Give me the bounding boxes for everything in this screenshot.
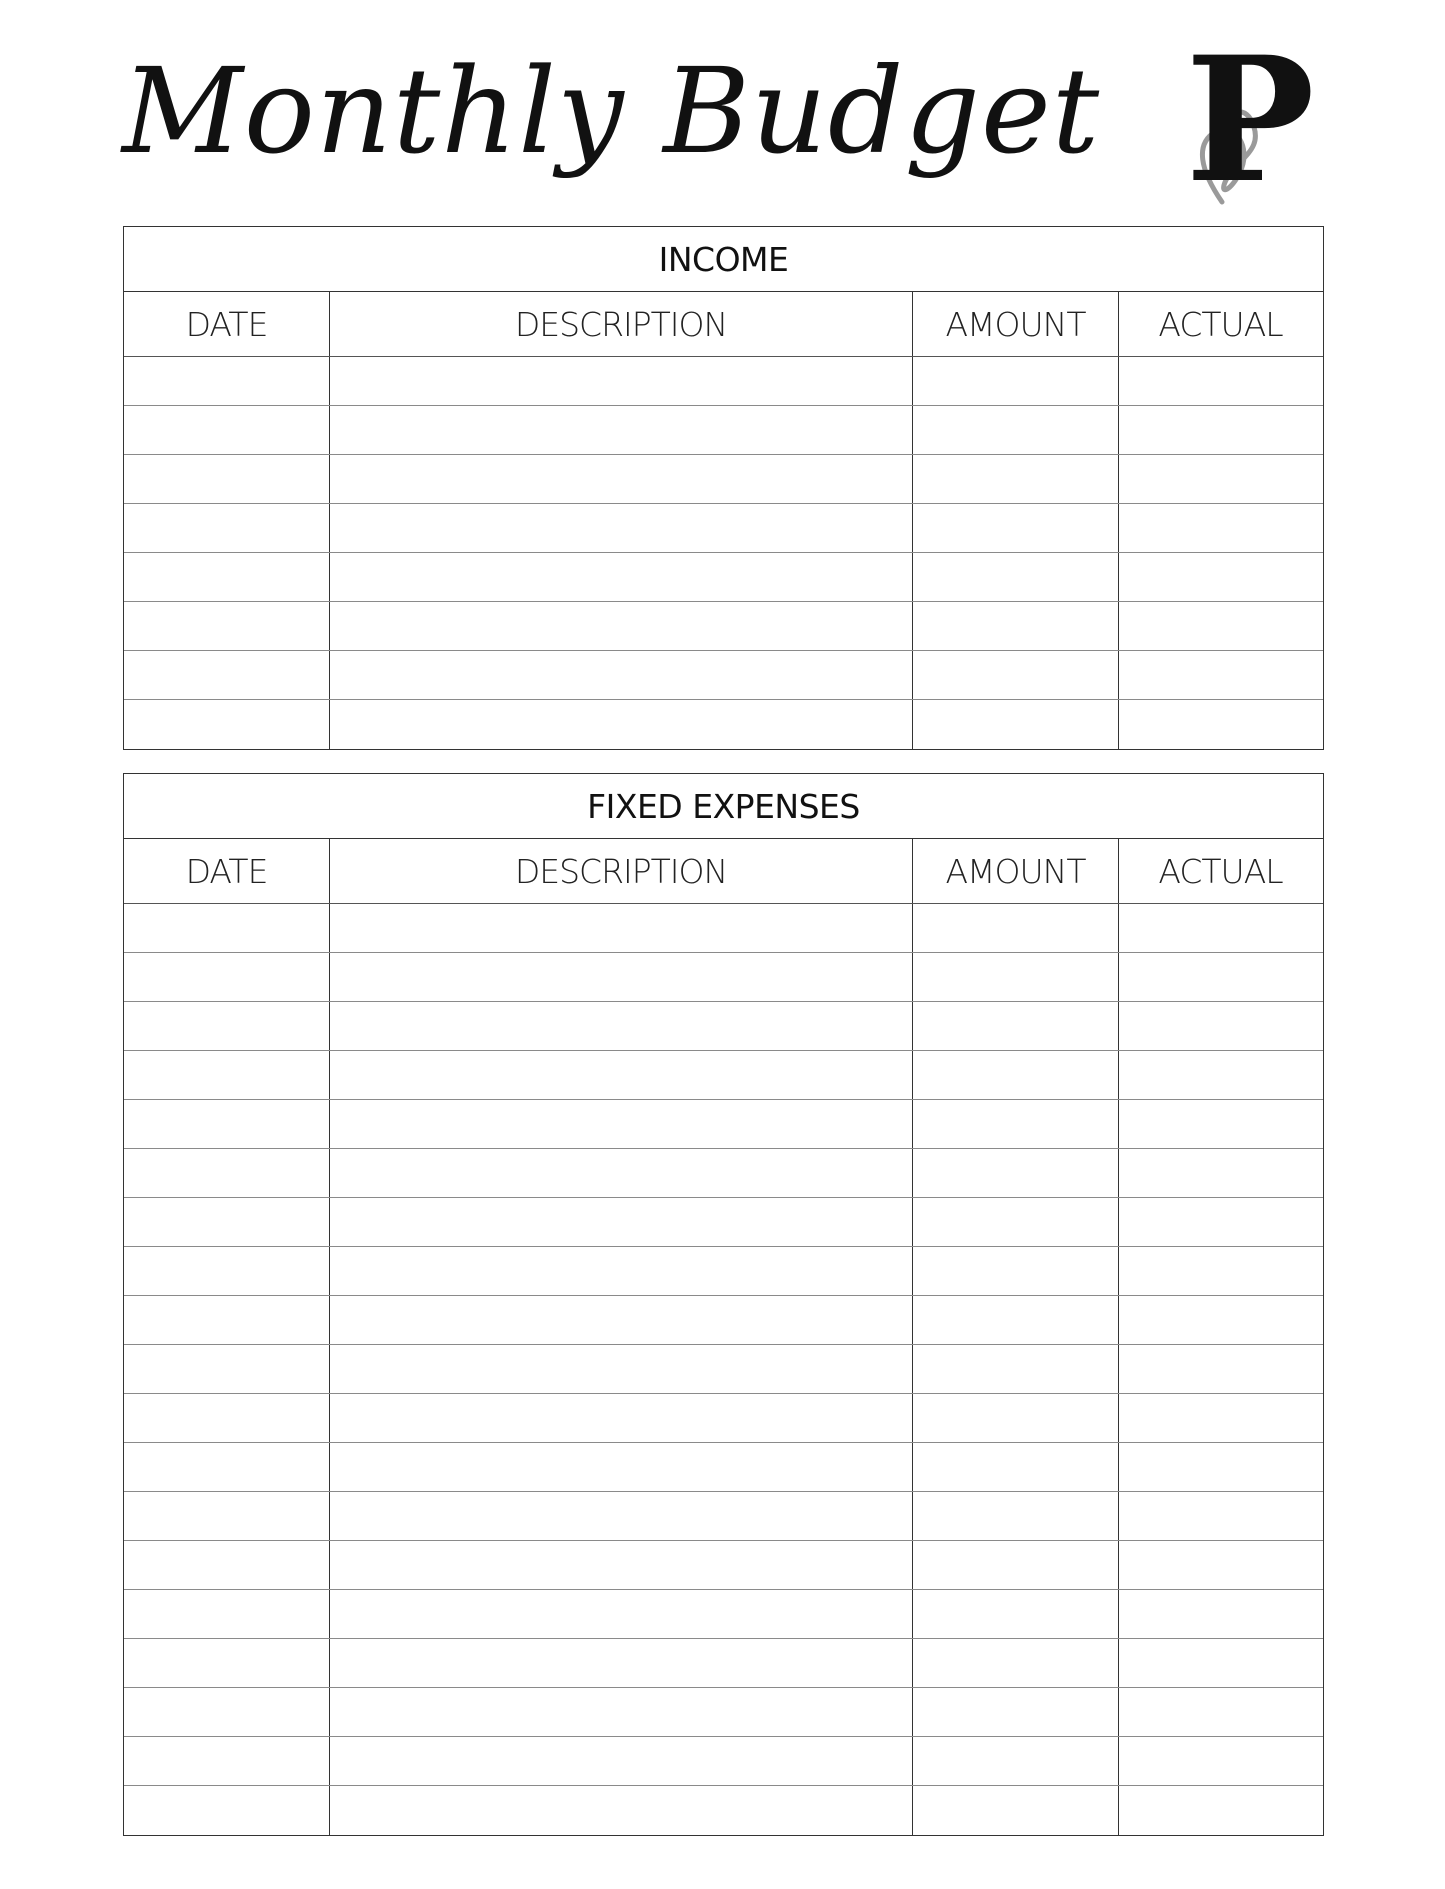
fixed-expenses-cell-date[interactable] <box>124 953 330 1001</box>
fixed-expenses-table-row <box>124 1051 1323 1100</box>
fixed-expenses-cell-amount[interactable] <box>913 1149 1119 1197</box>
fixed-expenses-cell-actual[interactable] <box>1119 1345 1322 1393</box>
fixed-expenses-cell-actual[interactable] <box>1119 1786 1322 1835</box>
income-cell-date[interactable] <box>124 504 330 552</box>
fixed-expenses-cell-actual[interactable] <box>1119 1051 1322 1099</box>
fixed-expenses-cell-actual[interactable] <box>1119 1247 1322 1295</box>
fixed-expenses-cell-desc[interactable] <box>330 1149 913 1197</box>
income-cell-date[interactable] <box>124 406 330 454</box>
fixed-expenses-cell-date[interactable] <box>124 1492 330 1540</box>
income-cell-amount[interactable] <box>913 455 1119 503</box>
fixed-expenses-cell-desc[interactable] <box>330 1198 913 1246</box>
fixed-expenses-cell-desc[interactable] <box>330 1541 913 1589</box>
income-cell-amount[interactable] <box>913 700 1119 749</box>
fixed-expenses-table-row <box>124 1345 1323 1394</box>
income-cell-desc[interactable] <box>330 553 913 601</box>
income-cell-desc[interactable] <box>330 504 913 552</box>
fixed-expenses-table-row <box>124 953 1323 1002</box>
fixed-expenses-table <box>123 773 1324 1836</box>
fixed-expenses-cell-amount[interactable] <box>913 1198 1119 1246</box>
fixed-expenses-table-row <box>124 1002 1323 1051</box>
fixed-expenses-cell-amount[interactable] <box>913 1002 1119 1050</box>
fixed-expenses-cell-desc[interactable] <box>330 1737 913 1785</box>
fixed-expenses-cell-amount[interactable] <box>913 1639 1119 1687</box>
income-table <box>123 226 1324 750</box>
fixed-expenses-table-row <box>124 1394 1323 1443</box>
fixed-expenses-cell-amount[interactable] <box>913 1247 1119 1295</box>
fixed-expenses-col-date: DATE <box>124 839 330 903</box>
fixed-expenses-cell-date[interactable] <box>124 1002 330 1050</box>
fixed-expenses-cell-date[interactable] <box>124 1149 330 1197</box>
fixed-expenses-cell-desc[interactable] <box>330 1590 913 1638</box>
income-cell-amount[interactable] <box>913 504 1119 552</box>
brand-logo <box>1160 18 1340 221</box>
fixed-expenses-cell-actual[interactable] <box>1119 1296 1322 1344</box>
fixed-expenses-cell-desc[interactable] <box>330 1639 913 1687</box>
income-cell-actual[interactable] <box>1119 357 1322 405</box>
fixed-expenses-col-actual: ACTUAL <box>1158 851 1283 891</box>
fixed-expenses-table-row <box>124 1247 1323 1296</box>
income-col-date: DATE <box>124 292 330 356</box>
fixed-expenses-table-row <box>124 904 1323 953</box>
fixed-expenses-cell-amount[interactable] <box>913 1443 1119 1491</box>
fixed-expenses-cell-amount[interactable] <box>913 1345 1119 1393</box>
fixed-expenses-cell-amount[interactable] <box>913 1590 1119 1638</box>
income-cell-date[interactable] <box>124 651 330 699</box>
fixed-expenses-cell-date[interactable] <box>124 1247 330 1295</box>
fixed-expenses-cell-amount[interactable] <box>913 1737 1119 1785</box>
fixed-expenses-cell-desc[interactable] <box>330 1100 913 1148</box>
fixed-expenses-cell-desc[interactable] <box>330 1443 913 1491</box>
fixed-expenses-cell-desc[interactable] <box>330 1296 913 1344</box>
fixed-expenses-cell-actual[interactable] <box>1119 1394 1322 1442</box>
income-cell-amount[interactable] <box>913 602 1119 650</box>
fixed-expenses-table-row <box>124 1639 1323 1688</box>
fixed-expenses-cell-date[interactable] <box>124 1688 330 1736</box>
income-cell-desc[interactable] <box>330 651 913 699</box>
income-header-row <box>124 292 1323 357</box>
fixed-expenses-cell-actual[interactable] <box>1119 1541 1322 1589</box>
fixed-expenses-cell-desc[interactable] <box>330 1345 913 1393</box>
fixed-expenses-cell-amount[interactable] <box>913 1296 1119 1344</box>
income-cell-actual[interactable] <box>1119 553 1322 601</box>
income-cell-date[interactable] <box>124 455 330 503</box>
fixed-expenses-cell-amount[interactable] <box>913 1100 1119 1148</box>
income-col-actual: ACTUAL <box>1158 304 1283 344</box>
fixed-expenses-cell-desc[interactable] <box>330 1786 913 1835</box>
fixed-expenses-cell-actual[interactable] <box>1119 1198 1322 1246</box>
fixed-expenses-cell-amount[interactable] <box>913 1688 1119 1736</box>
income-cell-amount[interactable] <box>913 357 1119 405</box>
fixed-expenses-table-row <box>124 1541 1323 1590</box>
income-col-amount: AMOUNT <box>913 292 1119 356</box>
fixed-expenses-cell-desc[interactable] <box>330 1002 913 1050</box>
fixed-expenses-table-row <box>124 1149 1323 1198</box>
fixed-expenses-cell-actual[interactable] <box>1119 953 1322 1001</box>
fixed-expenses-cell-date[interactable] <box>124 1541 330 1589</box>
income-cell-desc[interactable] <box>330 700 913 749</box>
income-section-title: INCOME <box>124 227 1323 292</box>
fixed-expenses-cell-desc[interactable] <box>330 1492 913 1540</box>
fixed-expenses-cell-desc[interactable] <box>330 1688 913 1736</box>
fixed-expenses-cell-actual[interactable] <box>1119 1590 1322 1638</box>
fixed-expenses-cell-date[interactable] <box>124 1639 330 1687</box>
fixed-expenses-cell-date[interactable] <box>124 1198 330 1246</box>
income-table-row <box>124 357 1323 406</box>
fixed-expenses-cell-amount[interactable] <box>913 1394 1119 1442</box>
income-cell-actual[interactable] <box>1119 700 1322 749</box>
income-cell-actual[interactable] <box>1119 406 1322 454</box>
fixed-expenses-cell-actual[interactable] <box>1119 1737 1322 1785</box>
income-cell-actual[interactable] <box>1119 602 1322 650</box>
fixed-expenses-table-row <box>124 1737 1323 1786</box>
income-cell-desc[interactable] <box>330 357 913 405</box>
income-rows <box>124 357 1323 749</box>
fixed-expenses-header-row <box>124 839 1323 904</box>
fixed-expenses-rows <box>124 904 1323 1835</box>
income-cell-actual[interactable] <box>1119 504 1322 552</box>
fixed-expenses-cell-actual[interactable] <box>1119 1639 1322 1687</box>
fixed-expenses-table-row <box>124 1492 1323 1541</box>
fixed-expenses-cell-actual[interactable] <box>1119 1149 1322 1197</box>
income-cell-date[interactable] <box>124 357 330 405</box>
fixed-expenses-cell-amount[interactable] <box>913 1786 1119 1835</box>
fixed-expenses-cell-amount[interactable] <box>913 1492 1119 1540</box>
fixed-expenses-table-row <box>124 1688 1323 1737</box>
income-table-row <box>124 651 1323 700</box>
fixed-expenses-cell-date[interactable] <box>124 904 330 952</box>
fixed-expenses-col-amount: AMOUNT <box>913 839 1119 903</box>
income-cell-desc[interactable] <box>330 455 913 503</box>
income-cell-date[interactable] <box>124 700 330 749</box>
fixed-expenses-cell-actual[interactable] <box>1119 1688 1322 1736</box>
income-cell-desc[interactable] <box>330 406 913 454</box>
fixed-expenses-section-title: FIXED EXPENSES <box>124 774 1323 839</box>
fixed-expenses-table-row <box>124 1443 1323 1492</box>
fixed-expenses-cell-amount[interactable] <box>913 953 1119 1001</box>
income-col-description: DESCRIPTION <box>330 292 913 356</box>
income-cell-amount[interactable] <box>913 406 1119 454</box>
logo-letter: P <box>1185 18 1315 221</box>
income-cell-amount[interactable] <box>913 651 1119 699</box>
fixed-expenses-table-row <box>124 1786 1323 1835</box>
fixed-expenses-cell-desc[interactable] <box>330 1394 913 1442</box>
fixed-expenses-cell-date[interactable] <box>124 1394 330 1442</box>
fixed-expenses-cell-actual[interactable] <box>1119 1492 1322 1540</box>
fixed-expenses-cell-date[interactable] <box>124 1737 330 1785</box>
fixed-expenses-col-description: DESCRIPTION <box>330 839 913 903</box>
fixed-expenses-table-row <box>124 1590 1323 1639</box>
fixed-expenses-cell-actual[interactable] <box>1119 1100 1322 1148</box>
fixed-expenses-cell-amount[interactable] <box>913 904 1119 952</box>
fixed-expenses-table-row <box>124 1198 1323 1247</box>
fixed-expenses-cell-desc[interactable] <box>330 904 913 952</box>
fixed-expenses-cell-amount[interactable] <box>913 1051 1119 1099</box>
fixed-expenses-cell-date[interactable] <box>124 1443 330 1491</box>
fixed-expenses-cell-date[interactable] <box>124 1590 330 1638</box>
fixed-expenses-cell-amount[interactable] <box>913 1541 1119 1589</box>
income-cell-desc[interactable] <box>330 602 913 650</box>
fixed-expenses-cell-desc[interactable] <box>330 1247 913 1295</box>
fixed-expenses-cell-date[interactable] <box>124 1786 330 1835</box>
income-table-row <box>124 553 1323 602</box>
income-cell-actual[interactable] <box>1119 651 1322 699</box>
fixed-expenses-table-row <box>124 1296 1323 1345</box>
fixed-expenses-cell-actual[interactable] <box>1119 1443 1322 1491</box>
fixed-expenses-cell-date[interactable] <box>124 1296 330 1344</box>
income-table-row <box>124 602 1323 651</box>
fixed-expenses-cell-actual[interactable] <box>1119 1002 1322 1050</box>
income-cell-actual[interactable] <box>1119 455 1322 503</box>
income-table-row <box>124 406 1323 455</box>
income-cell-date[interactable] <box>124 553 330 601</box>
fixed-expenses-cell-date[interactable] <box>124 1051 330 1099</box>
fixed-expenses-table-row <box>124 1100 1323 1149</box>
fixed-expenses-cell-date[interactable] <box>124 1100 330 1148</box>
income-cell-amount[interactable] <box>913 553 1119 601</box>
page-title: Monthly Budget <box>122 42 1101 180</box>
fixed-expenses-cell-desc[interactable] <box>330 953 913 1001</box>
fixed-expenses-cell-actual[interactable] <box>1119 904 1322 952</box>
income-table-row <box>124 455 1323 504</box>
income-cell-date[interactable] <box>124 602 330 650</box>
fixed-expenses-cell-desc[interactable] <box>330 1051 913 1099</box>
fixed-expenses-cell-date[interactable] <box>124 1345 330 1393</box>
income-table-row <box>124 504 1323 553</box>
income-table-row <box>124 700 1323 749</box>
